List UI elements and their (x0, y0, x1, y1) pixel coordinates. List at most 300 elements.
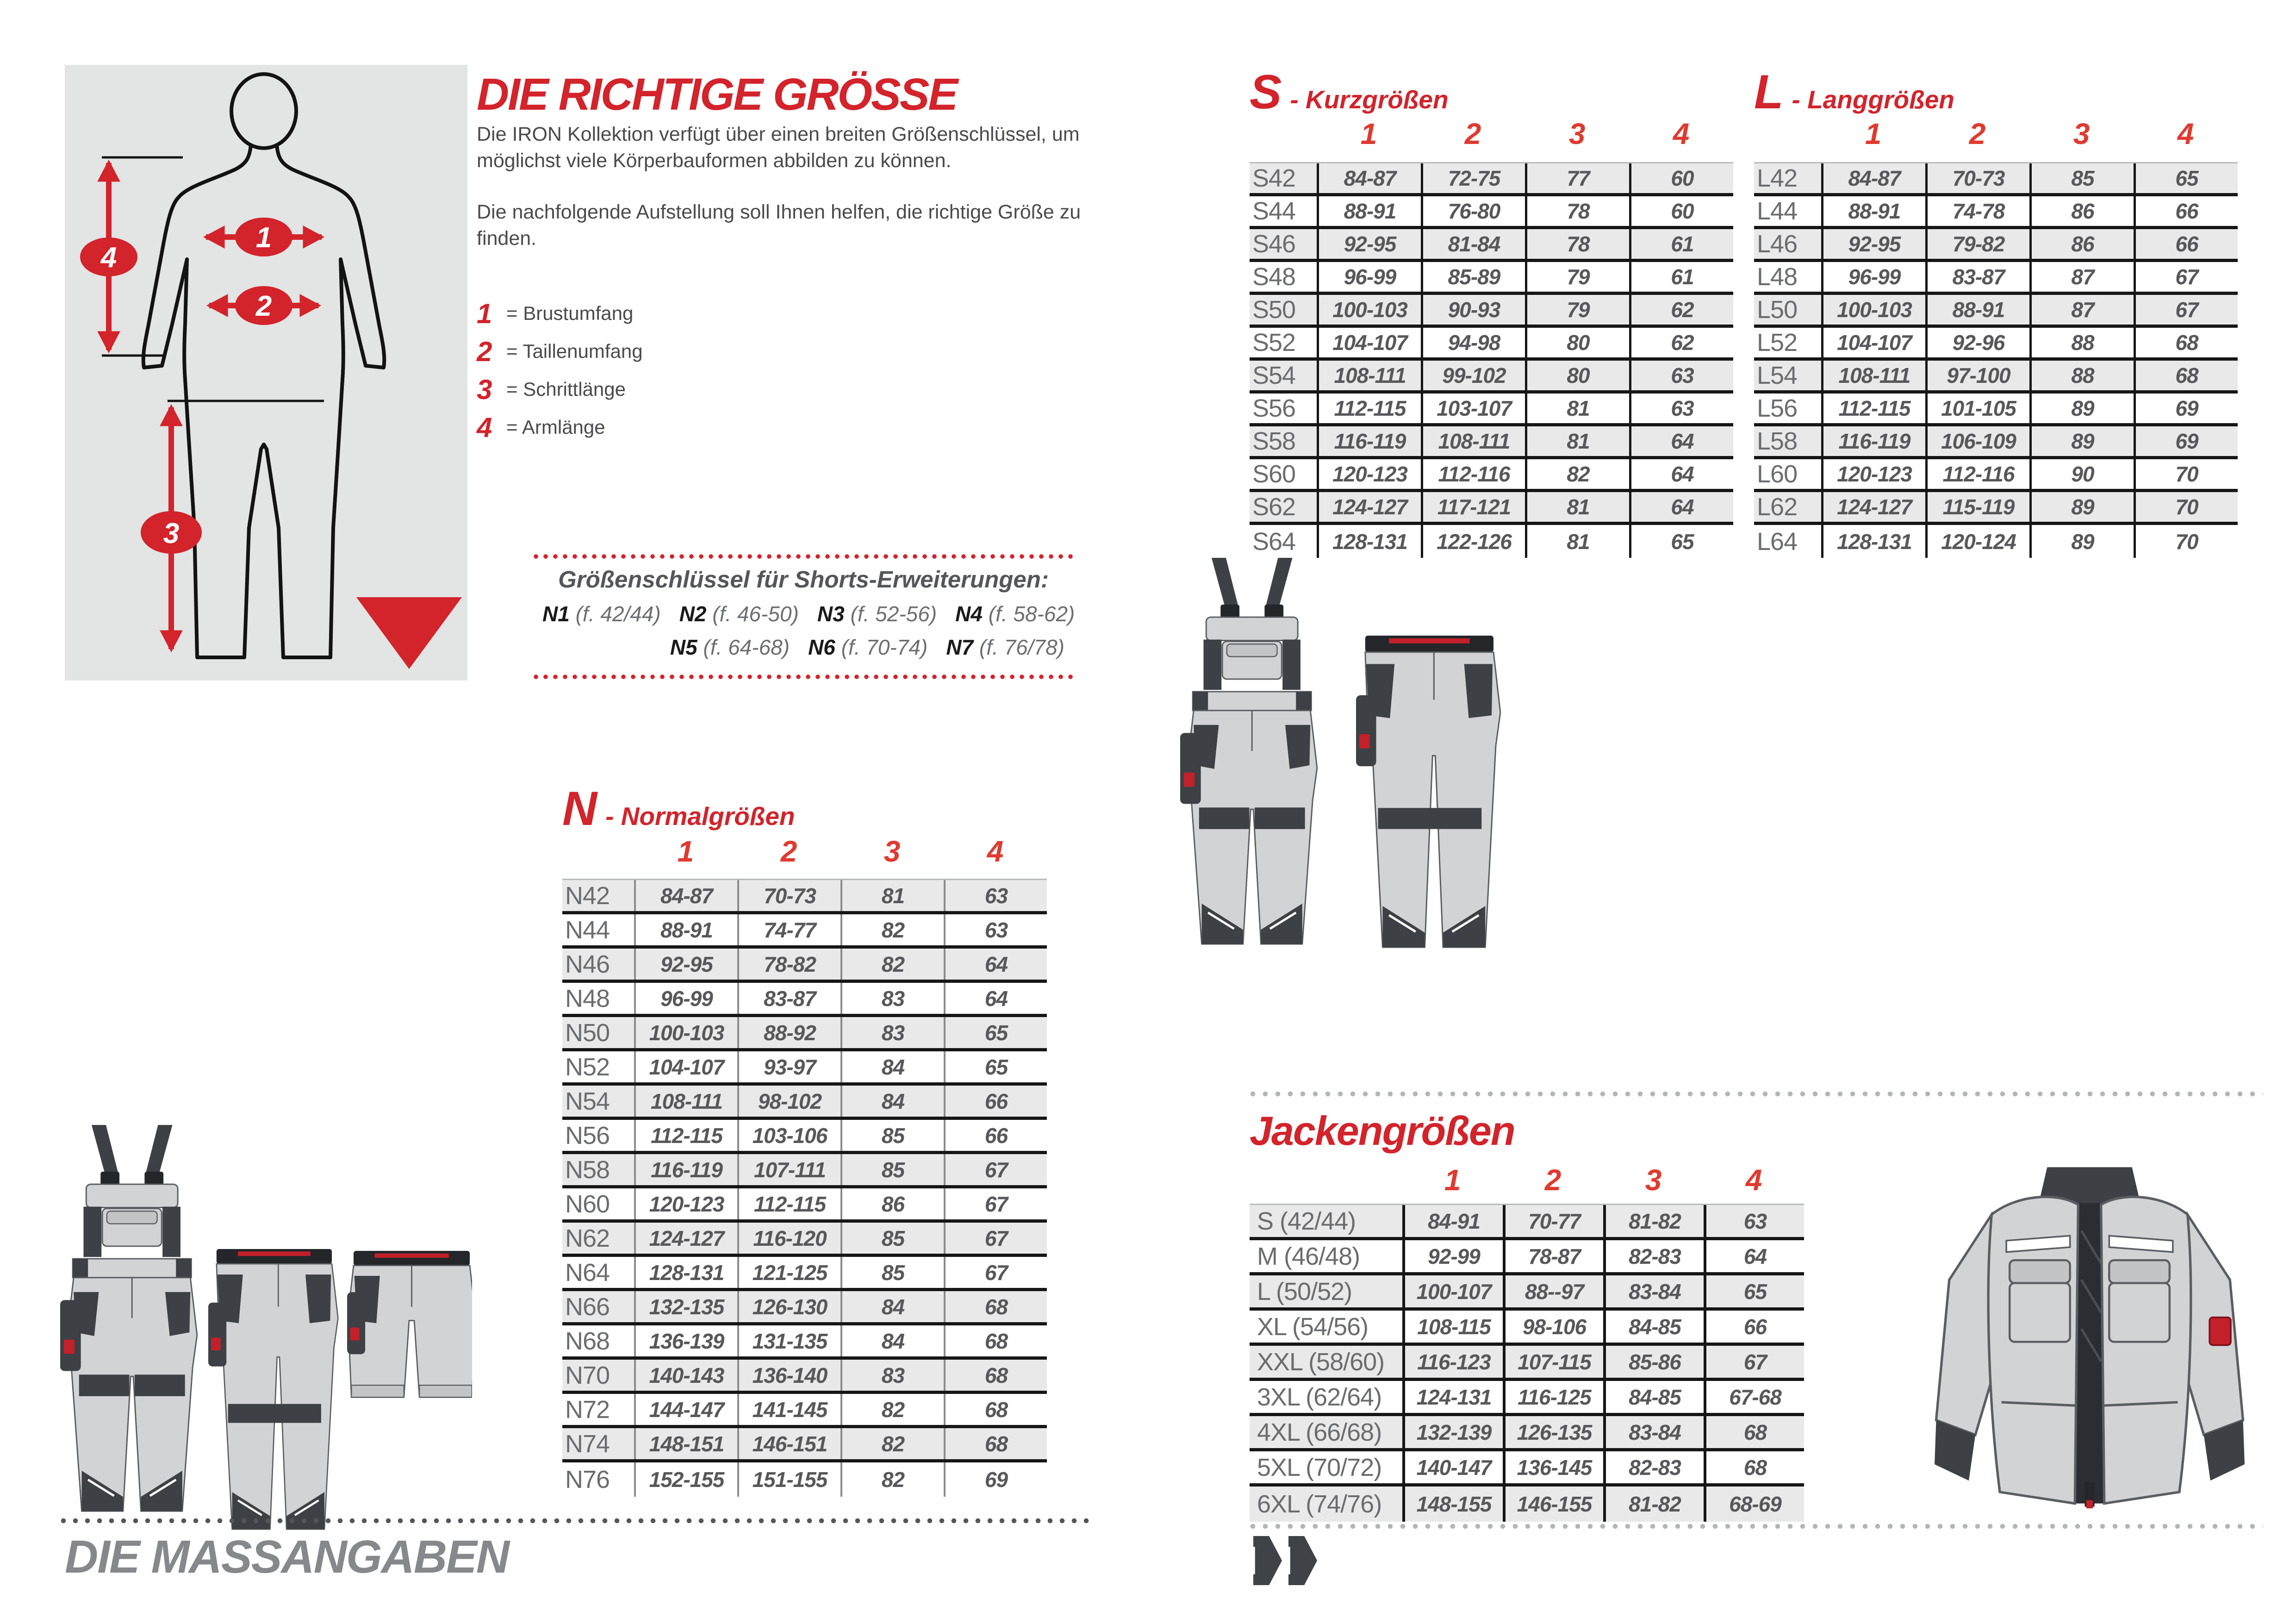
column-number: 2 (1464, 117, 1481, 150)
size-value: 65 (2134, 163, 2238, 193)
size-value: 90 (2029, 459, 2134, 489)
table-row (1250, 426, 1733, 459)
size-value: 69 (944, 1462, 1047, 1497)
size-value: 88 (2029, 328, 2134, 357)
section-header-normalgroessen (562, 781, 795, 837)
row-size-label: L50 (1757, 296, 1798, 324)
table-row (1250, 1205, 1804, 1240)
size-value: 106-109 (1925, 426, 2029, 456)
table-jackengroessen (1250, 1204, 1804, 1522)
size-value: 141-145 (737, 1394, 840, 1425)
size-value: 60 (1629, 196, 1733, 226)
size-value: 68 (1704, 1451, 1804, 1483)
size-value: 88-91 (634, 914, 737, 945)
size-value: 81-82 (1603, 1205, 1704, 1237)
shorts-key-range: (f. 70-74) (835, 635, 928, 659)
colhead-normalgroessen (634, 834, 1047, 868)
size-value: 108-111 (1317, 361, 1421, 390)
table-row (562, 1428, 1047, 1462)
size-value: 84-87 (634, 880, 737, 911)
row-size-label: XL (54/56) (1257, 1312, 1369, 1341)
size-value: 65 (944, 1017, 1047, 1048)
row-size-label: S50 (1252, 296, 1296, 324)
size-value: 92-95 (1317, 229, 1421, 259)
size-value: 82 (1525, 459, 1629, 489)
size-value: 98-106 (1503, 1311, 1603, 1343)
table-row (1754, 163, 2238, 196)
size-value: 116-125 (1503, 1381, 1603, 1413)
table-row (562, 1257, 1047, 1291)
size-value: 64 (1629, 459, 1733, 489)
size-value: 81 (840, 880, 944, 911)
table-row (1250, 1451, 1804, 1487)
table-row (562, 1120, 1047, 1154)
size-value: 124-127 (634, 1223, 737, 1254)
table-row (562, 1017, 1047, 1051)
size-value: 97-100 (1925, 361, 2029, 390)
shorts-size-key-box (533, 554, 1074, 680)
table-row (1250, 492, 1733, 525)
shorts-key-row-1 (539, 601, 1075, 626)
shorts-key-code: N4 (955, 602, 983, 626)
size-value: 92-96 (1925, 328, 2029, 357)
size-value: 88-91 (1925, 295, 2029, 325)
row-size-label: N66 (565, 1293, 610, 1321)
table-row (1250, 1275, 1804, 1311)
size-value: 77 (1525, 163, 1629, 193)
table-row (1250, 361, 1733, 394)
table-normalgroessen (562, 879, 1047, 1497)
size-value: 65 (1704, 1275, 1804, 1307)
measure-2-label: 2 (255, 290, 272, 322)
row-size-label: L62 (1757, 493, 1798, 521)
row-size-label: N42 (565, 881, 610, 910)
size-value: 148-151 (634, 1428, 737, 1459)
size-value: 68 (944, 1360, 1047, 1391)
size-value: 70-77 (1503, 1205, 1603, 1237)
section-letter-l: L (1754, 65, 1784, 119)
row-size-label: N46 (565, 950, 610, 978)
size-value: 81 (1525, 492, 1629, 522)
size-value: 146-155 (1503, 1487, 1603, 1522)
size-value: 70 (2134, 459, 2238, 489)
shorts-key-entry (808, 635, 927, 660)
table-row (1754, 459, 2238, 492)
pants-illustration-group (1180, 558, 1504, 961)
size-value: 84 (840, 1051, 944, 1082)
row-size-label: M (46/48) (1257, 1242, 1360, 1270)
size-value: 101-105 (1925, 394, 2029, 423)
size-value: 93-97 (737, 1051, 840, 1082)
jacken-section-title: Jackengrößen (1250, 1108, 1515, 1154)
size-value: 128-131 (1317, 525, 1421, 558)
row-size-label: N68 (565, 1327, 610, 1355)
table-row (1754, 196, 2238, 229)
table-row (562, 914, 1047, 949)
table-row (1250, 229, 1733, 262)
shorts-key-entry (670, 635, 790, 660)
size-value: 140-147 (1402, 1451, 1503, 1483)
size-value: 82 (840, 914, 944, 945)
size-value: 68 (2134, 328, 2238, 357)
size-value: 68 (944, 1428, 1047, 1459)
size-value: 115-119 (1925, 492, 2029, 522)
size-value: 83 (840, 983, 944, 1014)
row-size-label: N52 (565, 1053, 610, 1081)
size-value: 63 (944, 880, 1047, 911)
divider-dotted-bottom-right (1250, 1523, 2263, 1530)
size-value: 67 (2134, 295, 2238, 325)
row-size-label: XXL (58/60) (1257, 1348, 1385, 1376)
size-value: 67 (944, 1188, 1047, 1219)
size-value: 88--97 (1503, 1275, 1603, 1307)
size-value: 122-126 (1421, 525, 1525, 558)
table-row (1250, 1487, 1804, 1522)
column-number: 4 (1673, 117, 1690, 150)
size-value: 126-130 (737, 1291, 840, 1322)
row-size-label: 6XL (74/76) (1257, 1490, 1382, 1518)
size-value: 68 (1704, 1416, 1804, 1448)
shorts-key-range: (f. 64-68) (697, 635, 790, 659)
shorts-key-code: N5 (670, 635, 697, 659)
size-value: 88 (2029, 361, 2134, 390)
column-number: 4 (987, 835, 1004, 868)
row-size-label: 5XL (70/72) (1257, 1453, 1382, 1481)
size-value: 87 (2029, 295, 2134, 325)
legend-number: 1 (477, 298, 492, 329)
size-value: 85-89 (1421, 262, 1525, 292)
size-value: 152-155 (634, 1462, 737, 1497)
table-row (562, 1223, 1047, 1257)
row-size-label: L42 (1757, 164, 1798, 192)
size-value: 76-80 (1421, 196, 1525, 226)
table-row (562, 983, 1047, 1017)
table-row (562, 1051, 1047, 1086)
size-value: 60 (1629, 163, 1733, 193)
size-value: 66 (944, 1086, 1047, 1117)
size-value: 100-103 (634, 1017, 737, 1048)
section-name-kurzgroessen: - Kurzgrößen (1290, 85, 1449, 114)
row-size-label: L64 (1757, 527, 1798, 556)
size-value: 84-87 (1821, 163, 1925, 193)
table-row (562, 1325, 1047, 1360)
size-value: 90-93 (1421, 295, 1525, 325)
footer-title: DIE MASSANGABEN (65, 1531, 509, 1583)
table-row (1250, 262, 1733, 295)
size-value: 84-85 (1603, 1311, 1704, 1343)
body-head (231, 74, 296, 148)
size-value: 69 (2134, 394, 2238, 423)
size-value: 68-69 (1704, 1487, 1804, 1522)
measure-3-label: 3 (163, 518, 180, 550)
size-value: 100-107 (1402, 1275, 1503, 1307)
table-row (1250, 1346, 1804, 1381)
size-value: 92-95 (634, 949, 737, 980)
size-value: 84-85 (1603, 1381, 1704, 1413)
size-value: 104-107 (1821, 328, 1925, 357)
row-size-label: 4XL (66/68) (1257, 1418, 1382, 1446)
size-value: 65 (944, 1051, 1047, 1082)
size-value: 88-91 (1317, 196, 1421, 226)
row-size-label: L48 (1757, 263, 1798, 291)
row-size-label: N48 (565, 984, 610, 1012)
size-value: 82 (840, 1394, 944, 1425)
size-value: 85 (840, 1257, 944, 1288)
bib-overall-illustration (60, 1125, 197, 1511)
size-value: 112-116 (1421, 459, 1525, 489)
legend-label: = Brustumfang (506, 302, 634, 324)
measurement-legend (477, 294, 643, 446)
column-number: 3 (1645, 1163, 1662, 1197)
size-value: 104-107 (1317, 328, 1421, 357)
size-value: 67-68 (1704, 1381, 1804, 1413)
column-number: 1 (1444, 1163, 1461, 1197)
table-row (1250, 525, 1733, 558)
row-size-label: N44 (565, 916, 610, 944)
size-value: 124-131 (1402, 1381, 1503, 1413)
size-value: 146-151 (737, 1428, 840, 1459)
row-size-label: L58 (1757, 427, 1798, 455)
table-row (1754, 426, 2238, 459)
row-size-label: S60 (1252, 460, 1296, 488)
size-value: 116-120 (737, 1223, 840, 1254)
section-letter-n: N (562, 782, 597, 836)
size-value: 96-99 (634, 983, 737, 1014)
size-value: 79 (1525, 262, 1629, 292)
table-row (1250, 1416, 1804, 1451)
table-row (562, 1291, 1047, 1325)
size-value: 98-102 (737, 1086, 840, 1117)
size-value: 136-140 (737, 1360, 840, 1391)
size-value: 81-84 (1421, 229, 1525, 259)
table-kurzgroessen (1250, 162, 1733, 558)
legend-label: = Armlänge (506, 416, 605, 438)
size-value: 67 (1704, 1346, 1804, 1378)
size-value: 64 (1704, 1240, 1804, 1272)
size-value: 83-84 (1603, 1416, 1704, 1448)
size-value: 103-107 (1421, 394, 1525, 423)
table-row (562, 949, 1047, 983)
section-header-langgroessen (1754, 65, 1954, 120)
size-value: 88-92 (737, 1017, 840, 1048)
size-value: 89 (2029, 394, 2134, 423)
row-size-label: N50 (565, 1018, 610, 1047)
size-value: 84 (840, 1325, 944, 1356)
size-value: 112-115 (634, 1120, 737, 1151)
size-value: 67 (944, 1223, 1047, 1254)
measure-4-label: 4 (100, 242, 117, 274)
size-value: 83 (840, 1017, 944, 1048)
size-value: 61 (1629, 262, 1733, 292)
legend-number: 3 (477, 374, 492, 405)
shorts-key-range: (f. 42/44) (569, 602, 661, 626)
section-name-langgroessen: - Langgrößen (1792, 85, 1954, 114)
shorts-key-title: Größenschlüssel für Shorts-Erweiterungen: (558, 566, 1049, 593)
column-number: 2 (1544, 1163, 1562, 1197)
row-size-label: N76 (565, 1466, 610, 1493)
size-value: 81 (1525, 394, 1629, 423)
size-value: 85 (840, 1154, 944, 1185)
shorts-key-range: (f. 52-56) (844, 602, 937, 626)
size-value: 84-91 (1402, 1205, 1503, 1237)
size-value: 61 (1629, 229, 1733, 259)
row-size-label: S54 (1252, 362, 1296, 389)
size-value: 92-95 (1821, 229, 1925, 259)
size-value: 78 (1525, 196, 1629, 226)
size-value: 74-77 (737, 914, 840, 945)
column-number: 1 (1865, 117, 1882, 150)
size-value: 62 (1629, 328, 1733, 357)
size-value: 151-155 (737, 1462, 840, 1497)
size-value: 81 (1525, 525, 1629, 558)
garments-illustration-group (56, 1125, 472, 1532)
column-number: 2 (780, 835, 797, 868)
size-value: 148-155 (1402, 1487, 1503, 1522)
column-number: 2 (1969, 117, 1986, 150)
size-value: 64 (1629, 426, 1733, 456)
size-value: 82 (840, 1428, 944, 1459)
table-langgroessen (1754, 162, 2238, 558)
table-row (1754, 492, 2238, 525)
size-value: 99-102 (1421, 361, 1525, 390)
colhead-jackengroessen (1402, 1163, 1804, 1197)
legend-item (477, 370, 643, 408)
legend-label: = Schrittlänge (506, 378, 626, 400)
size-value: 132-139 (1402, 1416, 1503, 1448)
forward-arrows (1253, 1536, 1317, 1585)
table-row (1754, 394, 2238, 426)
row-size-label: N72 (565, 1395, 610, 1424)
table-row (1250, 196, 1733, 229)
column-number: 3 (884, 835, 901, 868)
table-row (1754, 328, 2238, 361)
legend-item (477, 332, 643, 370)
row-size-label: S46 (1252, 230, 1296, 258)
row-size-label: L60 (1757, 460, 1798, 488)
size-value: 79-82 (1925, 229, 2029, 259)
row-size-label: N64 (565, 1258, 610, 1287)
row-size-label: L46 (1757, 230, 1798, 258)
column-number: 3 (2073, 117, 2090, 150)
size-value: 67 (944, 1257, 1047, 1288)
size-value: 74-78 (1925, 196, 2029, 226)
intro-paragraph-2: Die nachfolgende Aufstellung soll Ihnen helfen, die richtige Größe zu finden. (477, 201, 1081, 250)
shorts-key-code: N1 (542, 602, 570, 626)
size-value: 108-115 (1402, 1311, 1503, 1343)
row-size-label: S (42/44) (1257, 1207, 1356, 1235)
shorts-key-code: N2 (679, 602, 707, 626)
size-value: 131-135 (737, 1325, 840, 1356)
chevron-right-icon (1253, 1536, 1282, 1585)
table-row (1754, 361, 2238, 394)
page-title: DIE RICHTIGE GRÖSSE (477, 69, 957, 119)
size-value: 124-127 (1317, 492, 1421, 522)
size-value: 79 (1525, 295, 1629, 325)
shorts-key-code: N3 (817, 602, 845, 626)
size-value: 83-87 (1925, 262, 2029, 292)
row-size-label: S52 (1252, 329, 1296, 356)
column-number: 4 (2177, 117, 2194, 150)
size-value: 66 (1704, 1311, 1804, 1343)
size-value: 120-123 (634, 1188, 737, 1219)
size-value: 65 (1629, 525, 1733, 558)
size-value: 82-83 (1603, 1451, 1704, 1483)
size-value: 88-91 (1821, 196, 1925, 226)
legend-number: 4 (477, 412, 492, 443)
size-value: 144-147 (634, 1394, 737, 1425)
row-size-label: N74 (565, 1430, 610, 1458)
table-row (1250, 1240, 1804, 1275)
table-row (1754, 229, 2238, 262)
table-row (1250, 1311, 1804, 1346)
size-value: 128-131 (1821, 525, 1925, 558)
section-header-kurzgroessen (1250, 65, 1449, 120)
size-value: 108-111 (1421, 426, 1525, 456)
size-value: 64 (944, 983, 1047, 1014)
shorts-key-range: (f. 46-50) (706, 602, 799, 626)
row-size-label: S44 (1252, 197, 1296, 225)
size-value: 136-139 (634, 1325, 737, 1356)
table-row (1250, 459, 1733, 492)
size-value: 100-103 (1821, 295, 1925, 325)
jacket-illustration (1935, 1157, 2245, 1509)
row-size-label: N62 (565, 1224, 610, 1252)
shorts-key-entry (817, 601, 937, 626)
size-value: 78 (1525, 229, 1629, 259)
legend-number: 2 (477, 336, 492, 367)
shorts-key-row-2 (539, 635, 1068, 660)
size-value: 82 (840, 1462, 944, 1497)
size-value: 67 (2134, 262, 2238, 292)
size-value: 78-87 (1503, 1240, 1603, 1272)
column-number: 3 (1568, 117, 1586, 150)
row-size-label: S58 (1252, 427, 1296, 455)
size-value: 116-119 (634, 1154, 737, 1185)
shorts-key-range: (f. 76/78) (973, 635, 1064, 659)
table-row (562, 1154, 1047, 1188)
shorts-key-entry (946, 635, 1064, 660)
size-value: 66 (2134, 196, 2238, 226)
size-value: 136-145 (1503, 1451, 1603, 1483)
size-value: 89 (2029, 426, 2134, 456)
size-value: 85 (840, 1120, 944, 1151)
intro-paragraph-1: Die IRON Kollektion verfügt über einen breiten Größenschlüssel, um möglichst viele Körperbauformen abbilden zu können. (477, 123, 1080, 172)
size-value: 83 (840, 1360, 944, 1391)
size-value: 82 (840, 949, 944, 980)
size-value: 120-123 (1317, 459, 1421, 489)
size-value: 62 (1629, 295, 1733, 325)
size-value: 100-103 (1317, 295, 1421, 325)
size-value: 107-115 (1503, 1346, 1603, 1378)
row-size-label: L54 (1757, 362, 1798, 389)
size-value: 69 (2134, 426, 2238, 456)
size-value: 124-127 (1821, 492, 1925, 522)
legend-label: = Taillenumfang (506, 340, 643, 362)
row-size-label: S42 (1252, 164, 1296, 192)
body-measurement-diagram (65, 65, 467, 681)
shorts-key-code: N6 (808, 635, 835, 659)
measure-1-label: 1 (255, 222, 272, 254)
row-size-label: S64 (1252, 527, 1296, 556)
size-value: 116-119 (1821, 426, 1925, 456)
size-value: 70 (2134, 525, 2238, 558)
row-size-label: N54 (565, 1087, 610, 1115)
size-value: 120-124 (1925, 525, 2029, 558)
size-value: 86 (2029, 229, 2134, 259)
size-value: 94-98 (1421, 328, 1525, 357)
size-value: 84 (840, 1086, 944, 1117)
size-value: 68 (944, 1291, 1047, 1322)
